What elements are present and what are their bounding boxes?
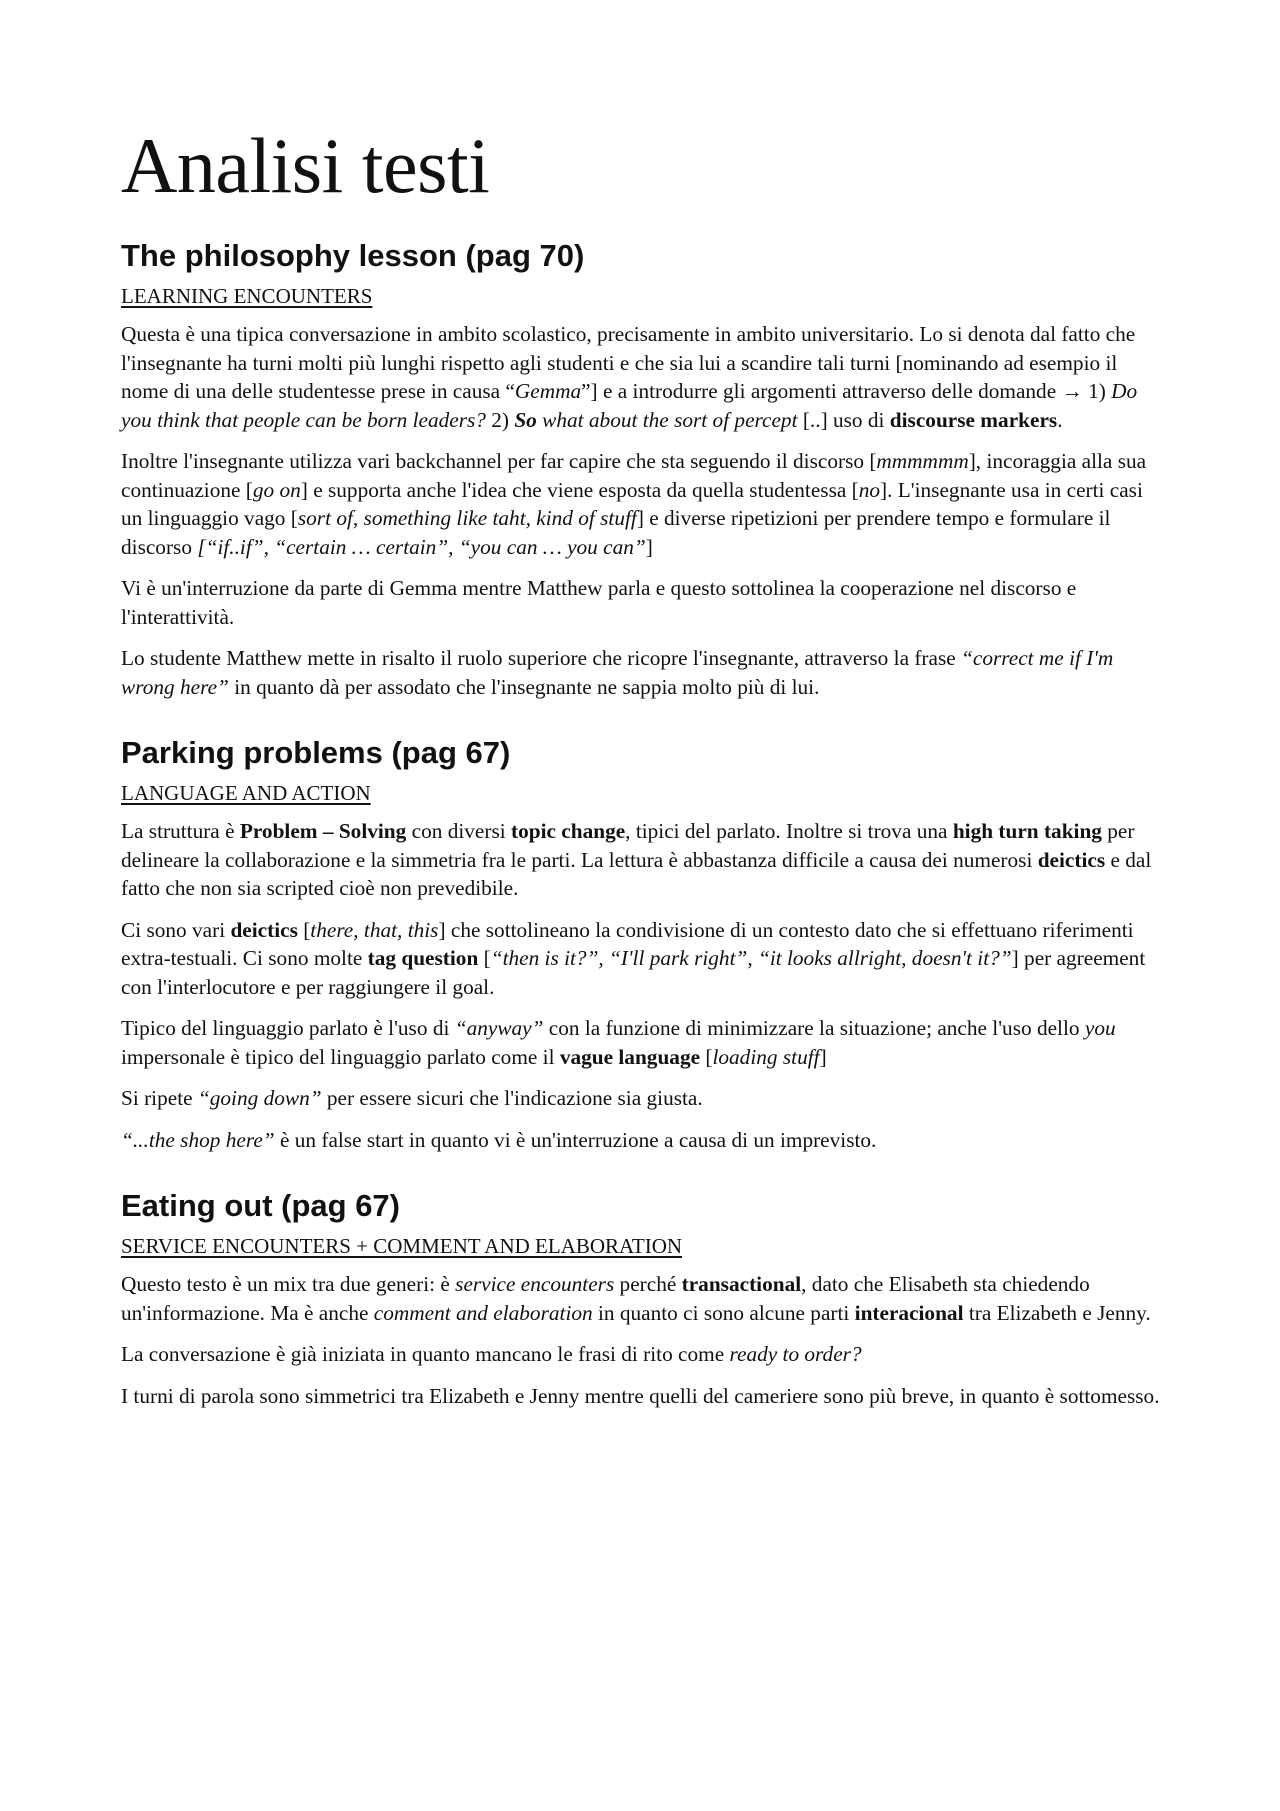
emphasis-text: interacional bbox=[854, 1300, 964, 1325]
text-run: ], incoraggia alla sua continuazione [ bbox=[121, 449, 1147, 502]
text-run: in quanto ci sono alcune parti bbox=[592, 1300, 855, 1325]
paragraph bbox=[121, 1340, 1167, 1369]
section-parking-problems bbox=[121, 733, 1167, 1154]
emphasis-text: ready to order? bbox=[729, 1342, 862, 1366]
text-run: ] e supporta anche l'idea che viene esposta da quella studentessa [ bbox=[300, 477, 859, 502]
emphasis-text: Do you think that people can be born leaders? bbox=[121, 379, 1138, 432]
emphasis-text: Problem – Solving bbox=[239, 819, 407, 843]
text-run: con la funzione di minimizzare la situazione; anche l'uso dello bbox=[543, 1016, 1085, 1040]
text-run: con diversi bbox=[406, 819, 511, 843]
section-genre-label: SERVICE ENCOUNTERS + COMMENT AND ELABORATION bbox=[121, 1234, 683, 1258]
emphasis-text: comment and elaboration bbox=[373, 1300, 593, 1325]
paragraph bbox=[121, 916, 1167, 1002]
document-title: Analisi testi bbox=[121, 122, 490, 209]
text-run: tra Elizabeth e Jenny. bbox=[963, 1300, 1151, 1325]
paragraph bbox=[121, 1270, 1167, 1327]
emphasis-text: “...the shop here” bbox=[121, 1127, 275, 1152]
emphasis-text: go on bbox=[252, 477, 301, 502]
paragraph bbox=[121, 1014, 1167, 1071]
text-run: , dato che Elisabeth sta chiedendo un'informazione. Ma è anche bbox=[121, 1272, 1090, 1325]
emphasis-text: topic change bbox=[511, 819, 626, 843]
emphasis-text: So bbox=[514, 407, 537, 432]
text-run: ] che sottolineano la condivisione di un contesto dato che si effettuano riferimenti extra-testuali. Ci sono molte bbox=[121, 917, 1134, 970]
emphasis-text: mmmmmm bbox=[876, 449, 969, 473]
text-run: per delineare la collaborazione e la simmetria fra le parti. La lettura è abbastanza difficile a causa dei numerosi bbox=[121, 819, 1135, 872]
emphasis-text: “then is it?”, “I'll park right”, “it looks allright, doesn't it?” bbox=[490, 946, 1012, 970]
section-heading: Eating out (pag 67) bbox=[121, 1188, 400, 1223]
emphasis-text: tag question bbox=[367, 946, 479, 970]
text-run: La struttura è bbox=[121, 819, 240, 843]
paragraph bbox=[121, 1084, 1167, 1113]
text-run: ] per agreement con l'interlocutore e per raggiungere il goal. bbox=[121, 946, 1146, 999]
paragraph bbox=[121, 644, 1167, 701]
text-run: La conversazione è già iniziata in quanto mancano le frasi di rito come bbox=[121, 1342, 730, 1366]
emphasis-text: “anyway” bbox=[454, 1016, 544, 1040]
text-run: impersonale è tipico del linguaggio parlato come il bbox=[121, 1044, 560, 1069]
text-run: [ bbox=[478, 946, 491, 970]
text-run: per essere sicuri che l'indicazione sia giusta. bbox=[321, 1086, 703, 1110]
text-run: Questo testo è un mix tra due generi: è bbox=[121, 1272, 456, 1296]
text-run: Vi è un'interruzione da parte di Gemma mentre Matthew parla e questo sottolinea la cooperazione nel discorso e l'interattività. bbox=[121, 576, 1077, 629]
text-run: Si ripete bbox=[121, 1086, 198, 1110]
text-run: I turni di parola sono simmetrici tra Elizabeth e Jenny mentre quelli del cameriere sono più breve, in quanto è sottomesso. bbox=[121, 1383, 1160, 1408]
section-genre-label: LEARNING ENCOUNTERS bbox=[121, 284, 373, 308]
emphasis-text: you bbox=[1084, 1016, 1116, 1040]
section-philosophy-lesson bbox=[121, 236, 1167, 701]
paragraph bbox=[121, 320, 1167, 434]
emphasis-text: discourse markers bbox=[889, 407, 1058, 432]
emphasis-text: deictics bbox=[230, 917, 298, 942]
paragraph bbox=[121, 574, 1167, 631]
text-run: Ci sono vari bbox=[121, 917, 231, 942]
text-run: . bbox=[1057, 407, 1063, 432]
emphasis-text: what about the sort of percept bbox=[542, 407, 798, 432]
emphasis-text: loading stuff bbox=[712, 1044, 820, 1069]
emphasis-text: high turn taking bbox=[952, 819, 1102, 843]
paragraph bbox=[121, 1126, 1167, 1155]
emphasis-text: vague language bbox=[559, 1044, 701, 1069]
text-run: è un false start in quanto vi è un'interruzione a causa di un imprevisto. bbox=[274, 1127, 877, 1152]
emphasis-text: Gemma bbox=[514, 379, 582, 403]
text-run: ”] e a introdurre gli argomenti attraverso delle domande → 1) bbox=[581, 379, 1112, 403]
text-run: , tipici del parlato. Inoltre si trova una bbox=[625, 819, 953, 843]
text-run: perché bbox=[614, 1272, 682, 1296]
section-eating-out bbox=[121, 1186, 1167, 1410]
text-run: e dal fatto che non sia scripted cioè non prevedibile. bbox=[121, 847, 1152, 900]
text-run: ] bbox=[645, 534, 653, 559]
emphasis-text: “going down” bbox=[197, 1086, 322, 1110]
text-run: in quanto dà per assodato che l'insegnante ne sappia molto più di lui. bbox=[228, 674, 820, 699]
section-genre-label: LANGUAGE AND ACTION bbox=[121, 781, 371, 805]
text-run: Inoltre l'insegnante utilizza vari backchannel per far capire che sta seguendo il discorso [ bbox=[121, 449, 877, 473]
emphasis-text: there, that, this bbox=[310, 917, 439, 942]
text-run: Tipico del linguaggio parlato è l'uso di bbox=[121, 1016, 455, 1040]
paragraph bbox=[121, 817, 1167, 903]
section-heading: The philosophy lesson (pag 70) bbox=[121, 238, 585, 273]
text-run: 2) bbox=[485, 407, 515, 432]
document-page bbox=[121, 118, 1167, 1423]
emphasis-text: service encounters bbox=[455, 1272, 615, 1296]
emphasis-text: “correct me if I'm wrong here” bbox=[121, 646, 1114, 699]
paragraph bbox=[121, 447, 1167, 561]
text-run: ] bbox=[819, 1044, 827, 1069]
text-run: [..] uso di bbox=[797, 407, 890, 432]
paragraph bbox=[121, 1382, 1167, 1411]
text-run: Questa è una tipica conversazione in ambito scolastico, precisamente in ambito universitario. Lo si denota dal fatto che l'insegnante ha turni molti più lunghi rispetto agli studenti e che sia lui a scandire tali turni [nominando ad esempio il nome di una delle studentesse prese in causa “ bbox=[121, 322, 1136, 403]
emphasis-text: [“if..if”, “certain … certain”, “you can … you can” bbox=[197, 534, 646, 559]
emphasis-text: no bbox=[858, 477, 881, 502]
emphasis-text: deictics bbox=[1037, 847, 1106, 872]
text-run: ]. L'insegnante usa in certi casi un linguaggio vago [ bbox=[121, 477, 1143, 530]
text-run: Lo studente Matthew mette in risalto il ruolo superiore che ricopre l'insegnante, attraverso la frase bbox=[121, 646, 962, 670]
section-heading: Parking problems (pag 67) bbox=[121, 735, 511, 770]
text-run: ] e diverse ripetizioni per prendere tempo e formulare il discorso bbox=[121, 506, 1111, 559]
text-run: [ bbox=[297, 917, 311, 942]
emphasis-text: transactional bbox=[681, 1272, 802, 1296]
emphasis-text: sort of, something like taht, kind of stuff bbox=[297, 506, 637, 530]
text-run: [ bbox=[700, 1044, 713, 1069]
